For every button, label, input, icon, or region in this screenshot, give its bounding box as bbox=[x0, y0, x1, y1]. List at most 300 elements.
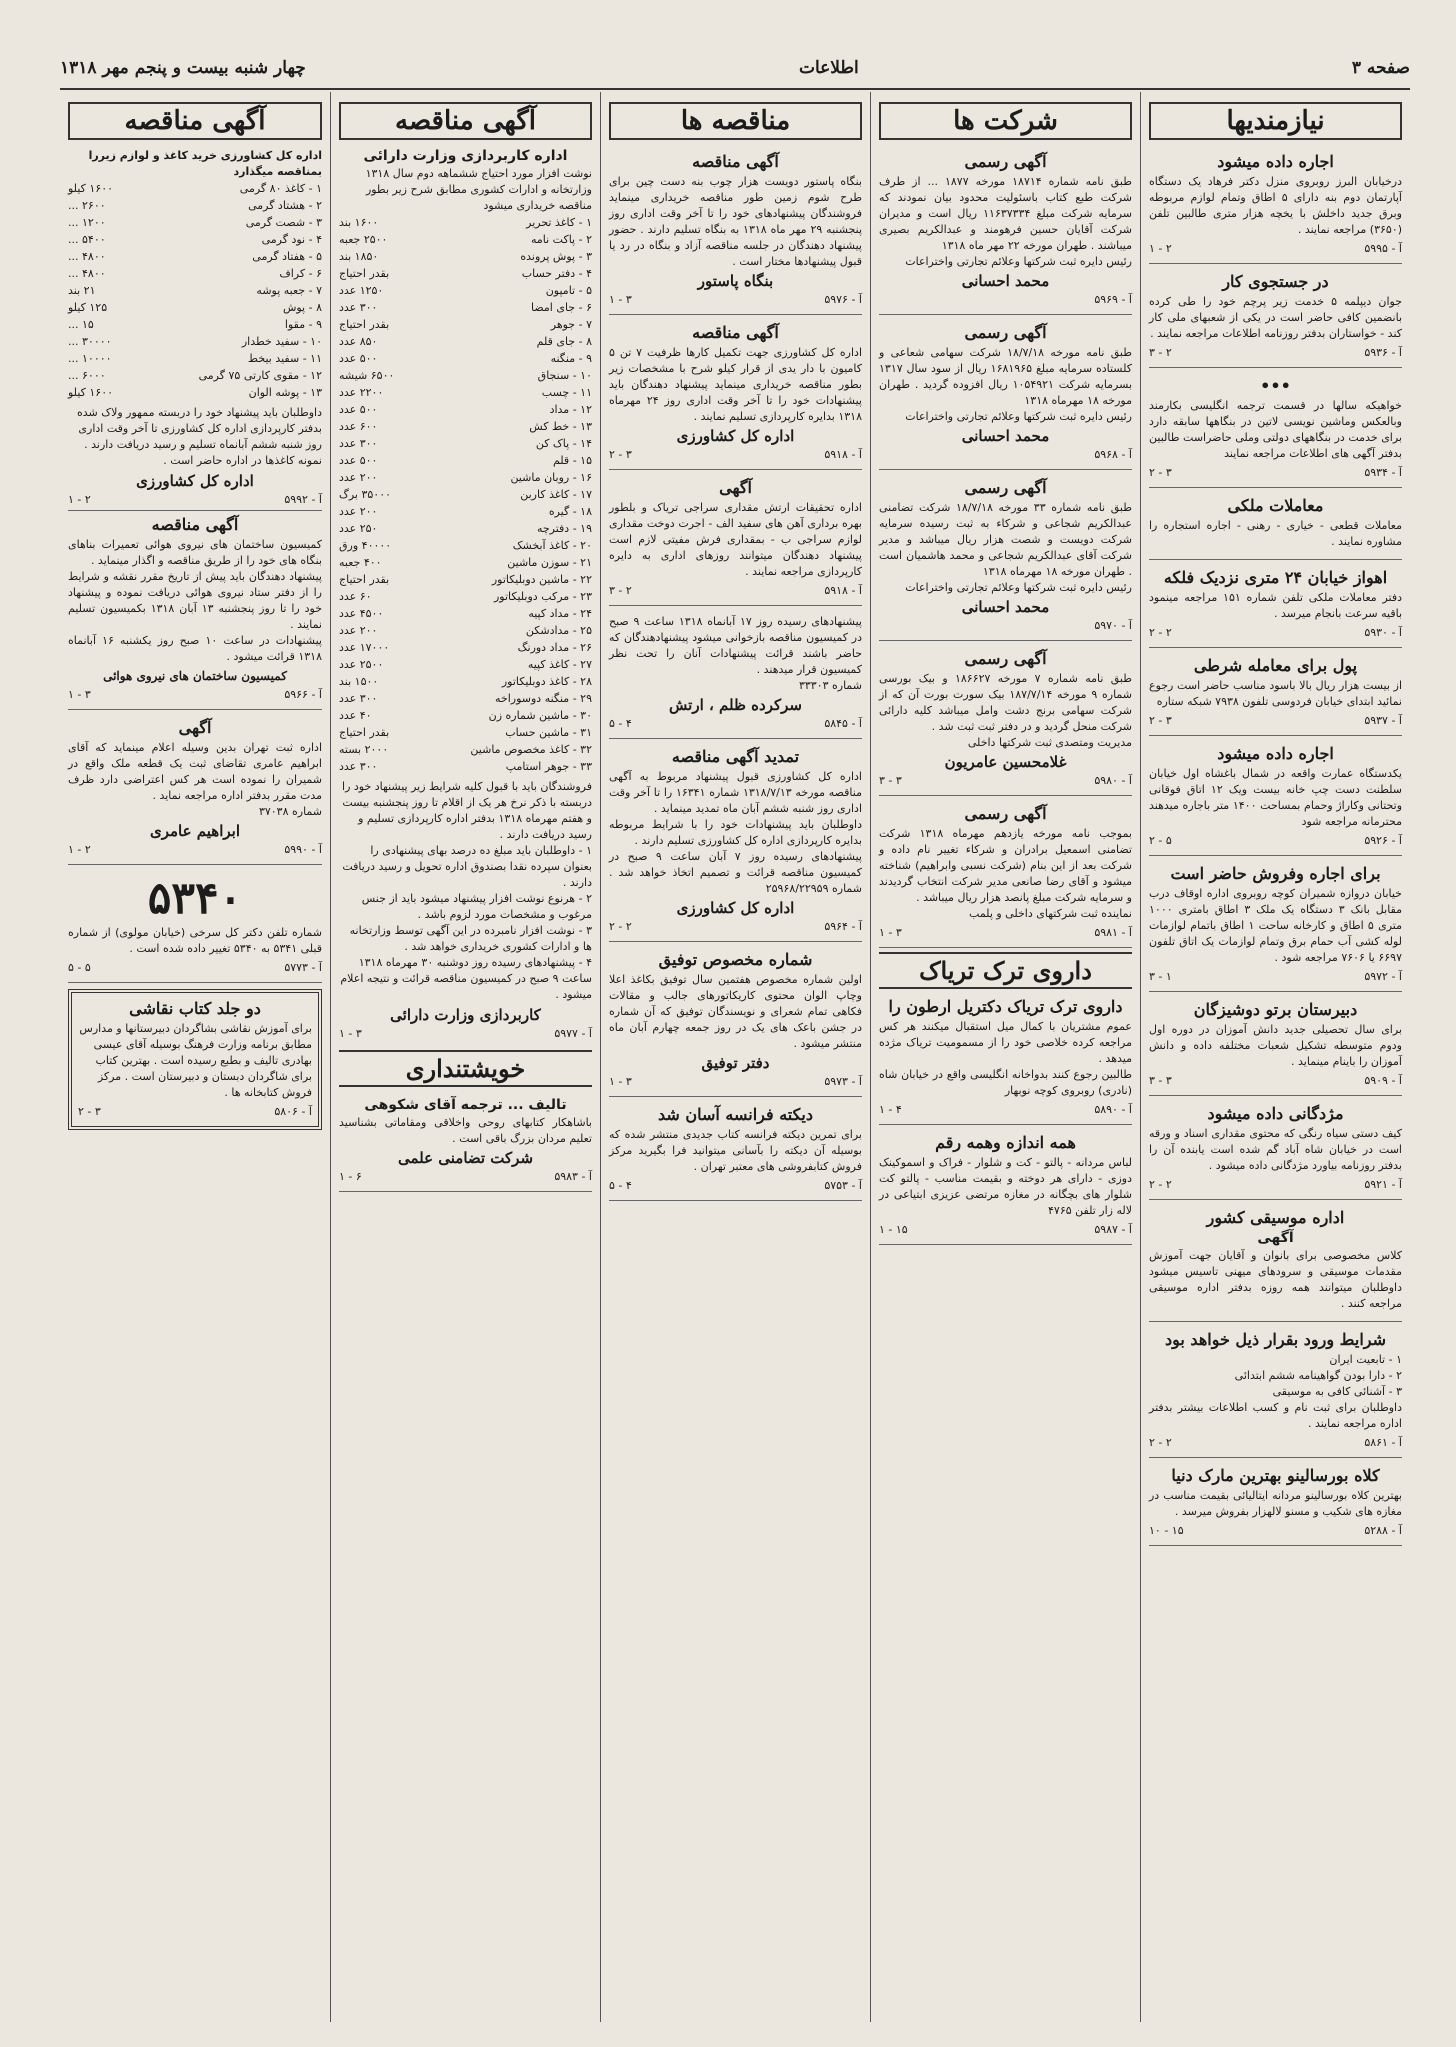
ad-title: داروی ترک تریاک دکتریل ارطون را bbox=[888, 997, 1123, 1016]
ad-title: آگهی رسمی bbox=[964, 804, 1047, 823]
item-label: ۲۲ - ماشین دوبلیکاتور bbox=[491, 573, 592, 586]
company-ads bbox=[879, 148, 1132, 948]
item-name: جعبه پوشه bbox=[256, 284, 306, 297]
signature: اداره کل کشاورزی bbox=[136, 472, 254, 490]
item-name: پاکت نامه bbox=[530, 233, 576, 246]
item-quantity: بقدر احتیاج bbox=[339, 726, 390, 739]
classified-ad bbox=[879, 800, 1132, 948]
item-label: ۲ - هشتاد گرمی bbox=[248, 199, 322, 212]
item-quantity: ۱۰۰۰۰ ... bbox=[68, 352, 112, 365]
item-quantity: ۱۶۰۰ کیلو bbox=[68, 182, 114, 195]
tender-item bbox=[68, 214, 322, 231]
item-number: ۱۱ bbox=[310, 352, 322, 365]
item-number: ۲ bbox=[586, 233, 592, 246]
item-quantity: ۲۰۰ عدد bbox=[339, 471, 378, 484]
item-label: ۳۱ - ماشین حساب bbox=[505, 726, 592, 739]
ad-text: درخیابان البرز روبروی منزل دکتر فرهاد یک دستگاه آپارتمان دوم بنه دارای ۵ اطاق وتمام لوازم مربوطه وبرق جدید داخلش با یخچه هزار متری طالبین تلفن (۳۶۵۰) مراجعه نمایند . bbox=[1145, 175, 1402, 236]
ad-footer bbox=[609, 447, 862, 463]
ad-title: آگهی رسمی bbox=[964, 323, 1047, 342]
item-number: ۱۵ bbox=[580, 454, 592, 467]
ad-text: اداره ثبت تهران بدین وسیله اعلام مینماید که آقای ابراهیم عامری تقاضای ثبت یک قطعه ملک واقع در شمیران را نموده است هر کس اعتراضی دارد ظرف مدت مقرر بدفتر اداره مراجعه نماید . شماره ۳۷۰۳۸ bbox=[68, 741, 322, 818]
ad-footer bbox=[1149, 1177, 1402, 1193]
ad-run: ۳ - ۱ bbox=[609, 1075, 632, 1088]
item-label: ۱۸ - گیره bbox=[548, 505, 592, 518]
ad-code: آ - ۵۹۳۷ bbox=[1364, 714, 1402, 727]
ad-run: ۳ - ۳ bbox=[879, 774, 902, 787]
item-label: ۳ - شصت گرمی bbox=[245, 216, 322, 229]
paper-name: اطلاعات bbox=[798, 58, 859, 78]
ad-footer bbox=[609, 583, 862, 599]
ad-footer bbox=[68, 960, 322, 976]
tender-body: داوطلبان باید پیشنهاد خود را دربسته ممهور ولاک شده بدفتر کارپردازی اداره کل کشاورزی تا آخر وقت اداری روز شنبه ششم آبانماه تسلیم و رسید دریافت دارند . نمونه کاغذها در اداره حاضر است . bbox=[73, 406, 322, 467]
item-quantity: ۱۲۵۰ عدد bbox=[339, 284, 384, 297]
phone-number: ۵۳۴۰ bbox=[147, 873, 243, 924]
classified-ad bbox=[1145, 1204, 1402, 1322]
tender-item bbox=[339, 214, 592, 231]
drug-banner: داروی ترک تریاک bbox=[879, 952, 1132, 989]
item-label: ۶ - جای امضا bbox=[531, 301, 592, 314]
item-number: ۱۲ bbox=[310, 369, 322, 382]
ad-title: آگهی رسمی bbox=[964, 152, 1047, 171]
ad-subtitle: آگهی bbox=[1257, 1230, 1294, 1246]
ad-code: آ - ۵۸۰۶ bbox=[274, 1105, 312, 1118]
item-name: مقوی کارتی ۷۵ گرمی bbox=[198, 369, 300, 382]
signature: محمد احسانی bbox=[961, 272, 1050, 290]
registry-ad bbox=[68, 714, 322, 865]
ad-run: ۱ - ۳ bbox=[1149, 970, 1172, 983]
item-number: ۲۴ bbox=[580, 607, 592, 620]
classified-ad bbox=[609, 743, 862, 942]
signature: اداره کل کشاورزی bbox=[676, 427, 795, 445]
item-name: پوش bbox=[282, 301, 306, 314]
ad-code: آ - ۵۷۵۳ bbox=[824, 1179, 862, 1192]
item-label: ۶ - کراف bbox=[279, 267, 322, 280]
item-quantity: بقدر احتیاج bbox=[339, 267, 390, 280]
ad-code: آ - ۵۹۷۳ bbox=[824, 1075, 862, 1088]
item-label: ۱۴ - پاک کن bbox=[535, 437, 592, 450]
item-name: جوهر bbox=[550, 318, 576, 331]
item-number: ۷ bbox=[316, 284, 322, 297]
classified-ad bbox=[605, 474, 862, 606]
item-number: ۲۱ bbox=[580, 556, 592, 569]
section-title: شرکت ها bbox=[879, 102, 1132, 140]
ad-code: آ - ۵۹۸۰ bbox=[1094, 774, 1132, 787]
item-quantity: ۲۱ بند bbox=[68, 284, 96, 297]
ad-text: بنگاه پاستور دویست هزار چوب بنه دست چین برای طرح شوم زمین طور مناقصه خریداری مینماید فروشندگان پیشنهادهای خود را تا آخر وقت اداری روز پنجشنبه ۲۹ مهر ماه ۱۳۱۸ به بنگاه تسلیم دارند . حضور پیشنهاد دهندگان در جلسه مناقصه آزاد و بنگاه در رد یا قبول پیشنهادها مختار است . bbox=[605, 175, 862, 268]
tender-item bbox=[339, 452, 592, 469]
classified-ad bbox=[609, 610, 862, 739]
classified-ad bbox=[1145, 996, 1402, 1096]
item-number: ۱۰ bbox=[580, 369, 592, 382]
tender-item bbox=[339, 605, 592, 622]
ad-run: ۲ - ۲ bbox=[609, 920, 632, 933]
ad-run: ۲ - ۱ bbox=[68, 493, 91, 506]
ad-title: کلاه بورسالینو بهترین مارک دنیا bbox=[1171, 1466, 1380, 1485]
ad-run: ۲ - ۳ bbox=[1149, 346, 1172, 359]
tender-item bbox=[339, 350, 592, 367]
phone-ad bbox=[64, 869, 322, 983]
ad-footer bbox=[1149, 241, 1402, 257]
ad-run: ۲ - ۳ bbox=[609, 584, 632, 597]
tender-item bbox=[339, 367, 592, 384]
tender-item bbox=[339, 741, 592, 758]
page-number: صفحه ۳ bbox=[1351, 58, 1410, 78]
item-number: ۱۰ bbox=[310, 335, 322, 348]
ad-run: ۳ - ۳ bbox=[1149, 1074, 1172, 1087]
ad-code: آ - ۵۹۸۳ bbox=[554, 1170, 592, 1183]
item-name: مداد دورنگ bbox=[517, 641, 570, 654]
ad-footer bbox=[879, 925, 1132, 941]
signature: غلامحسین عامریون bbox=[944, 753, 1067, 771]
item-number: ۲۸ bbox=[580, 675, 592, 688]
ad-code: آ - ۵۹۷۷ bbox=[554, 1027, 592, 1040]
ad-run: ۱۵ - ۱ bbox=[879, 1223, 908, 1236]
tender-item bbox=[339, 248, 592, 265]
ad-title: آگهی bbox=[719, 478, 752, 497]
ad-subtitle: تالیف ... ترجمه آقای شکوهی bbox=[364, 1097, 567, 1113]
signature: اداره کل کشاورزی bbox=[676, 899, 795, 917]
ad-title: معاملات ملکی bbox=[1227, 496, 1324, 515]
item-label: ۳ - پوش پرونده bbox=[520, 250, 592, 263]
tender-item bbox=[339, 758, 592, 775]
classified-ad bbox=[879, 148, 1132, 315]
tender-item bbox=[68, 248, 322, 265]
item-label: ۱۱ - چسب bbox=[541, 386, 592, 399]
ad-footer bbox=[68, 687, 322, 703]
ad-title: آگهی رسمی bbox=[964, 649, 1047, 668]
ad-text: خواهیکه سالها در قسمت ترجمه انگلیسی بکارمند وبالعکس وماشین نویسی لاتین در بنگاهها سابقه دارد برای خدمت در بنگاههای دولتی وملی حاضراست طالبین بدفتر آگهی های اطلاعات مراجعه نمایند bbox=[1145, 399, 1402, 460]
ad-code: آ - ۵۹۹۵ bbox=[1364, 242, 1402, 255]
ad-title: پول برای معامله شرطی bbox=[1193, 656, 1358, 675]
item-quantity: ۴۵۰۰ عدد bbox=[339, 607, 384, 620]
ad-title: دو جلد کتاب نقاشی bbox=[129, 999, 261, 1018]
item-name: کاغذ تحریر bbox=[526, 216, 576, 229]
ad-run: ۱۵ - ۱۰ bbox=[1149, 1524, 1184, 1537]
item-name: روبان ماشین bbox=[510, 471, 570, 484]
item-number: ۲۷ bbox=[580, 658, 592, 671]
ad-code: آ - ۵۹۳۴ bbox=[1364, 466, 1402, 479]
item-label: ۹ - مقوا bbox=[284, 318, 322, 331]
ad-run: ۲ - ۲ bbox=[1149, 1436, 1172, 1449]
item-quantity: ۳۰۰ عدد bbox=[339, 692, 378, 705]
item-quantity: ۱۲۵ کیلو bbox=[68, 301, 108, 314]
item-name: دفتر حساب bbox=[521, 267, 576, 280]
ad-text: طبق نامه شماره ۷ مورخه ۱۸۶۶۲۷ و بیک بورسی شماره ۹ مورخه ۱۸۷/۷/۱۴ بیک سورت بورت آن که از شرکت سهامی برنج دشت وامل میباشد کلیه دارائی شرکت منحل گردید و در دفتر ثبت ثبت شد . مدیریت ومتصدی ثبت شرکتها داخلی bbox=[879, 672, 1133, 749]
item-quantity: ۳۰۰ عدد bbox=[339, 437, 378, 450]
ad-footer bbox=[1149, 833, 1402, 849]
ad-text: از بیست هزار ریال بالا باسود مناسب حاضر است رجوع نمائید ابتدای خیابان فردوسی تلفون ۷۹۳۸ شبکه ستاره bbox=[1145, 679, 1402, 708]
tender-item bbox=[339, 503, 592, 520]
item-quantity: ۶۰۰۰ ... bbox=[68, 369, 106, 382]
ad-run: ۲ - ۱ bbox=[68, 843, 91, 856]
item-name: نود گرمی bbox=[261, 233, 306, 246]
item-label: ۷ - جوهر bbox=[550, 318, 592, 331]
item-label: ۱۹ - دفترچه bbox=[536, 522, 592, 535]
column-agriculture-tender bbox=[60, 92, 330, 2022]
item-label: ۲۱ - سوزن ماشین bbox=[507, 556, 592, 569]
tender-item bbox=[339, 639, 592, 656]
item-quantity: ۲۰۰ عدد bbox=[339, 624, 378, 637]
ad-code: آ - ۵۹۱۸ bbox=[824, 584, 862, 597]
classified-ad bbox=[605, 148, 862, 315]
ad-code: آ - ۵۹۲۱ bbox=[1364, 1178, 1402, 1191]
ad-text: جوان دیپلمه ۵ خدمت زیر پرچم خود را طی کرده بانضمین کافی حاضر است در یکی از شعبهای ملی کار کند - خواستاران بدفتر روزنامه اطلاعات مراجعه نمایند . bbox=[1145, 295, 1402, 340]
item-label: ۱۰ - سفید خطدار bbox=[241, 335, 322, 348]
ad-run: ۳ - ۲ bbox=[1149, 714, 1172, 727]
ad-code: آ - ۵۷۷۳ bbox=[284, 961, 322, 974]
classified-ad bbox=[1145, 1100, 1402, 1200]
item-label: ۵ - تامپون bbox=[545, 284, 592, 297]
item-number: ۳۲ bbox=[580, 743, 592, 756]
signature: سرکرده ظلم ، ارتش bbox=[669, 696, 802, 714]
item-name: منگنه دوسوراخه bbox=[495, 692, 570, 705]
item-name: هفتاد گرمی bbox=[252, 250, 306, 263]
item-number: ۱۳ bbox=[310, 386, 322, 399]
classified-ad bbox=[1149, 1326, 1402, 1458]
item-label: ۲۹ - منگنه دوسوراخه bbox=[495, 692, 592, 705]
item-name: سفید خطدار bbox=[241, 335, 300, 348]
item-number: ۱۴ bbox=[580, 437, 592, 450]
item-quantity: ۵۰۰ عدد bbox=[339, 403, 378, 416]
ad-footer bbox=[1149, 345, 1402, 361]
item-number: ۳۰ bbox=[580, 709, 592, 722]
classified-ad bbox=[1145, 564, 1402, 648]
ad-run: ۲ - ۱ bbox=[1149, 242, 1172, 255]
tender-item bbox=[68, 299, 322, 316]
ad-code: آ - ۵۸۶۱ bbox=[1364, 1436, 1402, 1449]
ad-text: معاملات قطعی - خیاری - رهنی - اجاره استجاره را مشاوره نمایند . bbox=[1145, 519, 1402, 548]
item-quantity: ۱۶۰۰ کیلو bbox=[68, 386, 114, 399]
ad-footer bbox=[1149, 625, 1402, 641]
item-label: ۲۰ - کاغذ آبخشک bbox=[512, 539, 592, 552]
item-quantity: ۳۰۰ عدد bbox=[339, 301, 378, 314]
tender-item bbox=[339, 571, 592, 588]
item-number: ۷ bbox=[586, 318, 592, 331]
item-number: ۳۳ bbox=[580, 760, 592, 773]
tender-item bbox=[339, 333, 592, 350]
item-quantity: ۱۵ ... bbox=[68, 318, 94, 331]
item-name: گیره bbox=[548, 505, 570, 518]
item-name: کاغذ مخصوص ماشین bbox=[470, 743, 570, 756]
item-quantity: ۲۵۰۰ جعبه bbox=[339, 233, 388, 246]
ad-text: ۱ - تابعیت ایران ۲ - دارا بودن گواهینامه ششم ابتدائی ۳ - آشنائی کافی به موسیقی داوطلبان برای ثبت نام و کسب اطلاعات بیشتر بدفتر اداره مراجعه نمایند . bbox=[1149, 1353, 1402, 1430]
item-label: ۱۵ - قلم bbox=[552, 454, 592, 467]
item-label: ۱۰ - سنجاق bbox=[537, 369, 592, 382]
tender-item bbox=[68, 350, 322, 367]
ad-title: آگهی رسمی bbox=[964, 478, 1047, 497]
ad-footer bbox=[1149, 1073, 1402, 1089]
classified-ad bbox=[1145, 492, 1402, 560]
item-number: ۱۶ bbox=[580, 471, 592, 484]
ad-text: لباس مردانه - پالتو - کت و شلوار - فراک و اسموکینک دوزی - دارای هر دوخته و بقیمت مناسب - پالتو کت شلوار های بچگانه در مغازه مرتضی عزیزی ابتیاعی در لاله زار تلفن ۴۷۶۵ bbox=[875, 1156, 1132, 1217]
ad-text: برای سال تحصیلی جدید دانش آموزان در دوره اول ودوم متوسطه تشکیل شعبات مختلفه داده و دانش آموزان را باینام مینماید . bbox=[1145, 1023, 1402, 1068]
tender-item bbox=[339, 537, 592, 554]
item-label: ۱۱ - سفید بیخط bbox=[247, 352, 322, 365]
ad-run: ۵ - ۲ bbox=[1149, 834, 1172, 847]
classified-ad bbox=[605, 319, 862, 470]
item-name: دفترچه bbox=[536, 522, 570, 535]
book-ad bbox=[335, 1091, 592, 1192]
item-name: سفید بیخط bbox=[247, 352, 300, 365]
item-number: ۳۱ bbox=[580, 726, 592, 739]
item-name: کاغذ دوبلیکاتور bbox=[501, 675, 570, 688]
item-quantity: ۲۰۰۰ بسته bbox=[339, 743, 389, 756]
ad-footer bbox=[879, 292, 1132, 308]
item-quantity: ۴۸۰۰ ... bbox=[68, 267, 106, 280]
tender-item bbox=[339, 299, 592, 316]
ad-code: آ - ۵۹۱۸ bbox=[824, 448, 862, 461]
ad-text: پیشنهادهای رسیده روز ۱۷ آبانماه ۱۳۱۸ ساعت ۹ صبح در کمیسیون مناقصه بازخوانی میشود پیشنهادهندگان که حاضر باشند قرائت پیشنهادات آنان را تحت نظر کمیسیون قرار میدهند . شماره ۳۳۳۰۳ bbox=[609, 615, 862, 692]
item-number: ۲۰ bbox=[580, 539, 592, 552]
ad-title: آگهی مناقصه bbox=[692, 323, 779, 342]
item-name: مقوا bbox=[284, 318, 306, 331]
ad-run: ۲ - ۲ bbox=[1149, 1178, 1172, 1191]
book-ad-framed bbox=[68, 989, 322, 1130]
ad-footer bbox=[609, 1074, 862, 1090]
item-quantity: ۳۰۰۰۰ ... bbox=[68, 335, 112, 348]
ad-text: اداره کل کشاورزی قبول پیشنهاد مربوط به آگهی مناقصه مورخه ۱۳۱۸/۷/۱۳ شماره ۱۶۳۴۱ را تا آخر وقت اداری روز شنبه ششم آبان ماه تمدید مینماید . داوطلبان باید پیشنهادات خود را با شرایط مربوطه بدایره کارپردازی اداره کل کشاورزی تسلیم دارند . پیشنهادهای رسیده روز ۷ آبان ساعت ۹ صبح در کمیسیون مناقصه قرائت و تصمیم اتخاذ خواهد شد . شماره ۲۵۹۶۸/۲۲۹۵۹ bbox=[609, 770, 862, 895]
ad-footer bbox=[609, 919, 862, 935]
item-number: ۲۶ bbox=[580, 641, 592, 654]
item-label: ۱۷ - کاغذ کاربن bbox=[520, 488, 592, 501]
item-label: ۳۲ - کاغذ مخصوص ماشین bbox=[470, 743, 592, 756]
item-quantity: ۱۷۰۰۰ عدد bbox=[339, 641, 390, 654]
item-number: ۱ bbox=[586, 216, 592, 229]
item-number: ۱۱ bbox=[580, 386, 592, 399]
item-name: شصت گرمی bbox=[245, 216, 306, 229]
item-quantity: ۲۶۰۰ ... bbox=[68, 199, 106, 212]
ad-title: همه اندازه وهمه رقم bbox=[935, 1133, 1076, 1152]
item-number: ۱۲ bbox=[580, 403, 592, 416]
ad-text: باشاهکار کتابهای روحی واخلاقی ومقاماتی بشناسید تعلیم مردان بزرگ باقی است . bbox=[335, 1116, 592, 1145]
ad-title: اهواز خیابان ۲۴ متری نزدیک فلکه bbox=[1163, 568, 1388, 587]
item-quantity: بقدر احتیاج bbox=[339, 318, 390, 331]
classified-ad bbox=[1145, 372, 1402, 488]
item-name: کاغذ آبخشک bbox=[512, 539, 570, 552]
item-number: ۱۹ bbox=[580, 522, 592, 535]
tender-item bbox=[339, 554, 592, 571]
item-name: پوش پرونده bbox=[520, 250, 576, 263]
item-name: تامپون bbox=[545, 284, 576, 297]
ad-code: آ - ۵۹۷۶ bbox=[824, 293, 862, 306]
item-quantity: ۱۲۰۰ ... bbox=[68, 216, 106, 229]
tender-item bbox=[339, 588, 592, 605]
item-number: ۲ bbox=[316, 199, 322, 212]
item-label: ۲۸ - کاغذ دوبلیکاتور bbox=[501, 675, 592, 688]
tender-item bbox=[68, 265, 322, 282]
signature: بنگاه پاستور bbox=[697, 272, 774, 290]
ad-run: ۳ - ۱ bbox=[879, 926, 902, 939]
ad-footer bbox=[879, 1222, 1132, 1238]
item-label: ۹ - منگنه bbox=[550, 352, 592, 365]
item-name: کاغذ کاربن bbox=[520, 488, 570, 501]
item-number: ۵ bbox=[586, 284, 592, 297]
ad-run: ۶ - ۱ bbox=[339, 1170, 362, 1183]
item-quantity: ۲۰۰ عدد bbox=[339, 505, 378, 518]
tender-item bbox=[68, 282, 322, 299]
section-title: آگهی مناقصه bbox=[339, 102, 592, 140]
classified-ad bbox=[1145, 1462, 1402, 1546]
ad-title: شماره مخصوص توفیق bbox=[658, 950, 813, 969]
item-quantity: ۴۰ عدد bbox=[339, 709, 372, 722]
ad-title: اجاره داده میشود bbox=[1217, 744, 1334, 763]
ad-text: یکدستگاه عمارت واقعه در شمال باغشاه اول خیابان سلطنت دست چپ خانه بیست ویک ۱۲ اتاق فوقانی وتحتانی وکاراژ وحمام بمساحت ۱۴۰۰ متر باجاره میدهند محترمانه مراجعه شود bbox=[1145, 767, 1403, 828]
item-label: ۱۲ - مقوی کارتی ۷۵ گرمی bbox=[198, 369, 322, 382]
item-name: ماشین حساب bbox=[505, 726, 570, 739]
ad-footer bbox=[879, 773, 1132, 789]
ad-code: آ - ۵۹۸۱ bbox=[1094, 926, 1132, 939]
item-number: ۴ bbox=[316, 233, 322, 246]
ad-run: ۵ - ۵ bbox=[68, 961, 91, 974]
item-quantity: ۴۸۰۰ ... bbox=[68, 250, 106, 263]
ad-text: اولین شماره مخصوص هفتمین سال توفیق بکاغذ اعلا وچاپ الوان محتوی کاریکاتورهای جالب و مقالات فکاهی تمام شعرای و نویسندگان توفیق که آن شماره در جشن باعک های یک در روز جمعه چهارم آبان ماه منتشر میشود . bbox=[605, 973, 862, 1050]
tender-item bbox=[339, 622, 592, 639]
item-quantity: ۱۵۰۰ بند bbox=[339, 675, 379, 688]
ad-run: ۴ - ۵ bbox=[609, 1179, 632, 1192]
item-name: کاغذ ۸۰ گرمی bbox=[239, 182, 306, 195]
tender-item bbox=[68, 180, 322, 197]
signature: محمد احسانی bbox=[961, 598, 1050, 616]
ad-text: کیف دستی سیاه رنگی که محتوی مقداری اسناد و ورقه است در خیابان شاه آباد گم شده است یابنده آن را بدفتر روزنامه بیاورد مژدگانی داده میشود . bbox=[1145, 1127, 1402, 1172]
tender-body: فروشندگان باید با قبول کلیه شرایط زیر پیشنهاد خود را دربسته با ذکر نرخ هر یک از اقلام تا روز پنجشنبه بیست و هفتم مهرماه ۱۳۱۸ بدفتر اداره کارپردازی تسلیم و رسید دریافت دارند . ۱ - داوطلبان باید مبلغ ده درصد بهای پیشنهادی را بعنوان سپرده نقدا بصندوق اداره تحویل و رسید دریافت دارند . ۲ - هرنوع نوشت افزار پیشنهاد میشود باید از جنس مرغوب و مشخصات مورد لزوم باشد . ۳ - نوشت افزار نامبرده در این آگهی توسط وزارتخانه ها و ادارات کشوری خریداری خواهد شد . ۴ - پیشنهادهای رسیده روز دوشنبه ۳۰ مهرماه ۱۳۱۸ ساعت ۹ صبح در کمیسیون مناقصه قرائت و نتیجه اعلام میشود . bbox=[340, 780, 592, 1001]
item-name: قلم bbox=[552, 454, 570, 467]
tender-item bbox=[339, 384, 592, 401]
signature: دفتر توفیق bbox=[701, 1054, 770, 1072]
ad-footer bbox=[1149, 713, 1402, 729]
tender-item bbox=[339, 435, 592, 452]
item-number: ۱۸ bbox=[580, 505, 592, 518]
item-label: ۱۶ - روبان ماشین bbox=[510, 471, 592, 484]
classified-ad bbox=[879, 319, 1132, 470]
item-number: ۱۷ bbox=[580, 488, 592, 501]
column-tenders bbox=[600, 92, 870, 2022]
ad-footer bbox=[879, 618, 1132, 634]
item-name: کاغذ کپیه bbox=[527, 658, 570, 671]
ad-footer bbox=[609, 1178, 862, 1194]
ad-text: برای تمرین دیکته فرانسه کتاب جدیدی منتشر شده که بوسیله آن دیکته را بآسانی میتوانید فرا بگیرید مرکز فروش کتابفروشی های معتبر تهران . bbox=[605, 1128, 862, 1173]
column-companies bbox=[870, 92, 1140, 2022]
item-quantity: ۴۰۰ جعبه bbox=[339, 556, 382, 569]
tender-item bbox=[339, 282, 592, 299]
ad-title: ••• bbox=[1260, 376, 1291, 395]
tender-item bbox=[339, 656, 592, 673]
ad-footer bbox=[68, 493, 322, 511]
item-quantity: ۳۵۰۰۰ برگ bbox=[339, 488, 392, 501]
ad-text: طبق نامه مورخه ۱۸/۷/۱۸ شرکت سهامی شعاعی و کلستاده سرمایه مبلغ ۱۶۸۱۹۶۵ ریال از سود سال ۱۳۱۷ بسرمایه شرکت ۱۰۵۴۹۲۱ ریال افزوده گردید . طهران مورخه ۱۸ مهرماه ۱۳۱۸ رئیس دایره ثبت شرکتها وعلائم تجارتی واختراعات bbox=[879, 346, 1133, 423]
ad-title: مژدگانی داده میشود bbox=[1207, 1104, 1344, 1123]
ad-title: در جستجوی کار bbox=[1222, 272, 1329, 291]
item-number: ۲۹ bbox=[580, 692, 592, 705]
ad-title: دیکته فرانسه آسان شد bbox=[657, 1105, 814, 1124]
item-quantity: ۸۵۰ عدد bbox=[339, 335, 378, 348]
item-label: ۱۲ - مداد bbox=[549, 403, 592, 416]
tender-intro: اداره کل کشاورزی خرید کاغذ و لوازم زیررا بمناقصه میگذارد bbox=[84, 149, 322, 178]
item-quantity: ۵۰۰ عدد bbox=[339, 352, 378, 365]
ad-run: ۳ - ۱ bbox=[609, 293, 632, 306]
item-name: هشتاد گرمی bbox=[248, 199, 306, 212]
item-label: ۱۳ - خط کش bbox=[529, 420, 592, 433]
airforce-ad bbox=[68, 511, 322, 710]
ad-footer bbox=[1149, 1435, 1402, 1451]
ad-title: اداره موسیقی کشور bbox=[1206, 1208, 1345, 1227]
tender-item bbox=[68, 367, 322, 384]
ad-text: دفتر معاملات ملکی تلفن شماره ۱۵۱ مراجعه مینمود باقیه سرعت بانجام میرسد . bbox=[1145, 591, 1402, 620]
item-label: ۲۳ - مرکب دوبلیکاتور bbox=[493, 590, 592, 603]
ad-footer bbox=[78, 1104, 312, 1120]
drug-ad bbox=[879, 993, 1132, 1125]
item-number: ۶ bbox=[316, 267, 322, 280]
ad-title: دبیرستان برتو دوشیزگان bbox=[1193, 1000, 1358, 1019]
